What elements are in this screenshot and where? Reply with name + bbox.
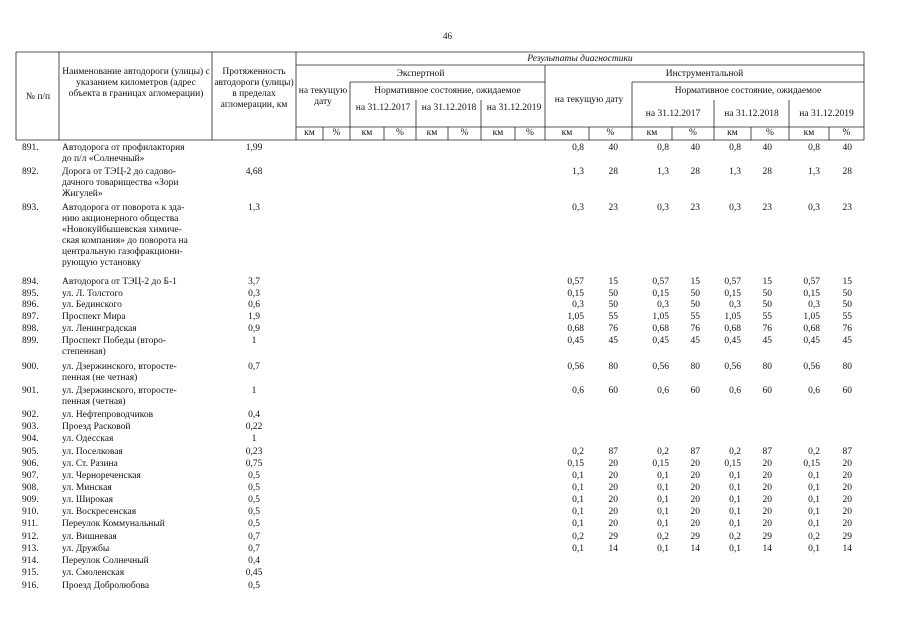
instr-2017-km: 0,8 bbox=[657, 143, 669, 153]
instr-2019-pct: 20 bbox=[842, 495, 852, 505]
instr-current-pct: 60 bbox=[608, 386, 618, 396]
road-length: 0,4 bbox=[248, 410, 260, 420]
instr-current-pct: 29 bbox=[608, 532, 618, 542]
instr-2018-pct: 20 bbox=[762, 507, 772, 517]
instr-2018-pct: 29 bbox=[762, 532, 772, 542]
road-name: ул. Дзержинского, второсте- пенная (четная) bbox=[62, 386, 177, 407]
unit-km: км bbox=[426, 128, 438, 138]
instr-2019-pct: 28 bbox=[842, 167, 852, 177]
row-number: 901. bbox=[22, 386, 39, 396]
instr-current-pct: 15 bbox=[608, 277, 618, 287]
road-length: 0,5 bbox=[248, 483, 260, 493]
instr-2019-pct: 45 bbox=[842, 336, 852, 346]
instr-2018-pct: 23 bbox=[762, 203, 772, 213]
unit-pct: % bbox=[766, 128, 774, 138]
unit-pct: % bbox=[460, 128, 469, 138]
instr-2018-pct: 20 bbox=[762, 459, 772, 469]
instr-2019-km: 0,3 bbox=[808, 203, 820, 213]
unit-km: км bbox=[492, 128, 504, 138]
road-name: ул. Чернореченская bbox=[62, 471, 141, 481]
instr-2018-pct: 20 bbox=[762, 471, 772, 481]
instr-2018-km: 1,3 bbox=[729, 167, 741, 177]
instr-2017-pct: 15 bbox=[690, 277, 700, 287]
instr-current-km: 0,56 bbox=[567, 362, 584, 372]
header-length: Протяженность автодороги (улицы) в пределах агломерации, км bbox=[214, 67, 294, 110]
instr-2019-pct: 60 bbox=[842, 386, 852, 396]
header-instrumental: Инструментальной bbox=[665, 69, 744, 79]
unit-pct: % bbox=[842, 128, 851, 138]
instr-current-pct: 20 bbox=[608, 495, 618, 505]
instr-2017-pct: 87 bbox=[690, 447, 700, 457]
road-name: ул. Дзержинского, второсте- пенная (не четная) bbox=[62, 362, 177, 383]
instr-current-pct: 20 bbox=[608, 459, 618, 469]
road-name: Переулок Солнечный bbox=[62, 556, 149, 566]
instr-2017-pct: 80 bbox=[690, 362, 700, 372]
road-length: 1 bbox=[251, 336, 257, 346]
instr-2018-km: 0,45 bbox=[724, 336, 741, 346]
instr-2019-pct: 55 bbox=[842, 312, 852, 322]
instr-2018-km: 0,3 bbox=[729, 300, 741, 310]
instr-2017-km: 0,1 bbox=[657, 471, 669, 481]
instr-2018-km: 0,2 bbox=[729, 532, 741, 542]
road-length: 4,68 bbox=[245, 167, 263, 177]
instr-2018-km: 0,15 bbox=[724, 289, 741, 299]
header-expert-2018: на 31.12.2018 bbox=[421, 103, 477, 113]
instr-2018-km: 0,1 bbox=[729, 495, 741, 505]
row-number: 906. bbox=[22, 459, 39, 469]
instr-2019-pct: 23 bbox=[842, 203, 852, 213]
road-length: 0,7 bbox=[248, 532, 260, 542]
row-number: 898. bbox=[22, 324, 39, 334]
header-expert-2019: на 31.12.2019 bbox=[486, 103, 542, 113]
instr-2019-km: 0,45 bbox=[803, 336, 820, 346]
unit-km: км bbox=[727, 128, 738, 138]
road-name: ул. Ленинградская bbox=[62, 324, 137, 334]
instr-2018-km: 0,15 bbox=[724, 459, 741, 469]
row-number: 891. bbox=[22, 143, 39, 153]
road-length: 1,3 bbox=[248, 203, 260, 213]
instr-2018-km: 0,1 bbox=[729, 471, 741, 481]
instr-2018-pct: 87 bbox=[762, 447, 772, 457]
unit-km: км bbox=[646, 128, 658, 138]
instr-2018-km: 0,56 bbox=[724, 362, 741, 372]
road-length: 0,75 bbox=[245, 459, 263, 469]
instr-2017-km: 0,2 bbox=[657, 447, 669, 457]
row-number: 900. bbox=[22, 362, 39, 372]
instr-2019-km: 0,1 bbox=[808, 471, 820, 481]
instr-2017-pct: 45 bbox=[690, 336, 700, 346]
header-results: Результаты диагностики bbox=[527, 54, 633, 64]
instr-current-pct: 76 bbox=[608, 324, 618, 334]
row-number: 893. bbox=[22, 203, 39, 213]
instr-2017-pct: 50 bbox=[690, 289, 700, 299]
road-name: ул. Смоленская bbox=[62, 568, 125, 578]
road-name: Автодорога от профилактория до п/л «Солнечный» bbox=[62, 143, 185, 164]
row-number: 894. bbox=[22, 277, 39, 287]
instr-2018-km: 0,68 bbox=[724, 324, 741, 334]
instr-2017-km: 0,1 bbox=[657, 495, 669, 505]
instr-2019-pct: 50 bbox=[842, 289, 852, 299]
road-length: 0,4 bbox=[248, 556, 260, 566]
instr-2018-pct: 20 bbox=[762, 495, 772, 505]
road-name: Проезд Добролюбова bbox=[62, 581, 150, 591]
instr-2017-pct: 28 bbox=[690, 167, 700, 177]
instr-2018-km: 0,1 bbox=[729, 519, 741, 529]
header-expert: Экспертной bbox=[396, 69, 445, 79]
instr-2017-pct: 14 bbox=[690, 544, 700, 554]
instr-2018-pct: 14 bbox=[762, 544, 772, 554]
instr-2018-pct: 15 bbox=[762, 277, 772, 287]
row-number: 904. bbox=[22, 434, 39, 444]
instr-2018-pct: 20 bbox=[762, 483, 772, 493]
instr-2017-km: 0,1 bbox=[657, 519, 669, 529]
row-number: 910. bbox=[22, 507, 39, 517]
row-number: 908. bbox=[22, 483, 39, 493]
instr-2017-pct: 50 bbox=[690, 300, 700, 310]
instr-current-pct: 20 bbox=[608, 507, 618, 517]
instr-current-km: 0,1 bbox=[572, 519, 584, 529]
road-length: 0,23 bbox=[245, 447, 263, 457]
road-name: ул. Дружбы bbox=[62, 544, 110, 554]
road-name: ул. Бединского bbox=[62, 300, 122, 310]
road-name: ул. Ст. Разина bbox=[62, 459, 118, 469]
instr-current-pct: 50 bbox=[608, 300, 618, 310]
instr-2017-pct: 20 bbox=[690, 507, 700, 517]
instr-2017-pct: 40 bbox=[690, 143, 700, 153]
road-length: 1,9 bbox=[248, 312, 260, 322]
road-name: ул. Минская bbox=[62, 483, 112, 493]
road-name: ул. Одесская bbox=[62, 434, 114, 444]
instr-2019-pct: 14 bbox=[842, 544, 852, 554]
page-number: 46 bbox=[443, 31, 452, 41]
road-length: 1 bbox=[251, 386, 257, 396]
road-name: ул. Поселковая bbox=[62, 447, 123, 457]
instr-2017-km: 0,1 bbox=[657, 483, 669, 493]
instr-2019-pct: 76 bbox=[842, 324, 852, 334]
header-expert-current: на текущую дату bbox=[298, 86, 348, 107]
row-number: 912. bbox=[22, 532, 39, 542]
instr-current-pct: 20 bbox=[608, 471, 618, 481]
instr-2019-km: 1,3 bbox=[808, 167, 820, 177]
instr-current-pct: 28 bbox=[608, 167, 618, 177]
road-length: 3,7 bbox=[248, 277, 260, 287]
road-length: 0,5 bbox=[248, 471, 260, 481]
instr-2019-km: 0,15 bbox=[803, 289, 820, 299]
road-name: Дорога от ТЭЦ-2 до садово- дачного товарищества «Зори Жигулей» bbox=[62, 167, 179, 199]
instr-current-km: 1,3 bbox=[572, 167, 584, 177]
instr-2018-km: 0,8 bbox=[729, 143, 741, 153]
instr-2018-km: 0,1 bbox=[729, 483, 741, 493]
instr-2018-pct: 55 bbox=[762, 312, 772, 322]
instr-2017-pct: 60 bbox=[690, 386, 700, 396]
instr-2019-km: 0,1 bbox=[808, 495, 820, 505]
instr-2017-km: 0,15 bbox=[652, 459, 669, 469]
instr-2019-pct: 15 bbox=[842, 277, 852, 287]
instr-2017-pct: 20 bbox=[690, 471, 700, 481]
road-length: 0,6 bbox=[248, 300, 260, 310]
row-number: 915. bbox=[22, 568, 39, 578]
instr-current-km: 0,15 bbox=[567, 459, 584, 469]
road-length: 0,7 bbox=[248, 362, 260, 372]
instr-2017-pct: 20 bbox=[690, 519, 700, 529]
instr-2017-pct: 20 bbox=[690, 459, 700, 469]
road-name: Переулок Коммунальный bbox=[62, 519, 165, 529]
road-name: Проспект Мира bbox=[62, 312, 126, 322]
row-number: 913. bbox=[22, 544, 39, 554]
instr-2018-km: 0,1 bbox=[729, 544, 741, 554]
instr-2019-pct: 29 bbox=[842, 532, 852, 542]
instr-2019-pct: 20 bbox=[842, 459, 852, 469]
instr-2018-pct: 60 bbox=[762, 386, 772, 396]
instr-2019-km: 0,1 bbox=[808, 519, 820, 529]
road-name: Проспект Победы (второ- степенная) bbox=[62, 336, 166, 357]
instr-current-km: 0,2 bbox=[572, 532, 584, 542]
instr-current-km: 0,6 bbox=[572, 386, 584, 396]
instr-current-pct: 87 bbox=[608, 447, 618, 457]
instr-2017-pct: 55 bbox=[690, 312, 700, 322]
unit-pct: % bbox=[526, 128, 534, 138]
instr-current-km: 0,1 bbox=[572, 544, 584, 554]
instr-2019-pct: 87 bbox=[842, 447, 852, 457]
header-expert-2017: на 31.12.2017 bbox=[355, 103, 411, 113]
instr-2019-pct: 20 bbox=[842, 471, 852, 481]
instr-2019-pct: 20 bbox=[842, 507, 852, 517]
instr-2018-km: 0,6 bbox=[729, 386, 741, 396]
header-instr-2018: на 31.12.2018 bbox=[724, 109, 779, 119]
row-number: 902. bbox=[22, 410, 39, 420]
instr-2017-km: 0,45 bbox=[652, 336, 669, 346]
road-length: 0,5 bbox=[248, 581, 260, 591]
instr-2017-km: 0,56 bbox=[652, 362, 669, 372]
road-length: 0,9 bbox=[248, 324, 260, 334]
road-name: Автодорога от поворота к зда- нию акционерного общества «Новокуйбышевская химиче- ская компания» до поворота на центральную газофракциони- рующую установку bbox=[62, 203, 188, 268]
row-number: 903. bbox=[22, 422, 39, 432]
unit-pct: % bbox=[332, 128, 341, 138]
road-name: ул. Нефтепроводчиков bbox=[62, 410, 154, 420]
instr-current-pct: 50 bbox=[608, 289, 618, 299]
road-length: 0,5 bbox=[248, 507, 260, 517]
instr-2018-km: 0,1 bbox=[729, 507, 741, 517]
instr-2019-pct: 20 bbox=[842, 519, 852, 529]
instr-current-km: 0,1 bbox=[572, 507, 584, 517]
road-length: 1,99 bbox=[245, 143, 263, 153]
row-number: 895. bbox=[22, 289, 39, 299]
instr-current-km: 0,1 bbox=[572, 471, 584, 481]
instr-2017-km: 0,1 bbox=[657, 507, 669, 517]
instr-2017-km: 0,2 bbox=[657, 532, 669, 542]
unit-pct: % bbox=[689, 128, 697, 138]
road-name: ул. Л. Толстого bbox=[62, 289, 123, 299]
instr-2017-km: 0,57 bbox=[652, 277, 669, 287]
header-road-name: Наименование автодороги (улицы) с указанием километров (адрес объекта в границах агломерации) bbox=[62, 67, 210, 99]
instr-2017-km: 0,68 bbox=[652, 324, 669, 334]
instr-current-pct: 20 bbox=[608, 519, 618, 529]
instr-current-pct: 23 bbox=[608, 203, 618, 213]
header-instr-normative: Нормативное состояние, ожидаемое bbox=[674, 86, 822, 96]
instr-current-km: 0,57 bbox=[567, 277, 584, 287]
road-length: 1 bbox=[251, 434, 257, 444]
road-length: 0,3 bbox=[248, 289, 260, 299]
road-name: Проезд Расковой bbox=[62, 422, 131, 432]
instr-2018-pct: 76 bbox=[762, 324, 772, 334]
instr-current-km: 0,68 bbox=[567, 324, 584, 334]
unit-pct: % bbox=[396, 128, 404, 138]
road-length: 0,45 bbox=[245, 568, 263, 578]
instr-2018-pct: 28 bbox=[762, 167, 772, 177]
instr-2018-pct: 40 bbox=[762, 143, 772, 153]
road-length: 0,5 bbox=[248, 495, 260, 505]
row-number: 907. bbox=[22, 471, 39, 481]
instr-2017-km: 0,3 bbox=[657, 300, 669, 310]
row-number: 909. bbox=[22, 495, 39, 505]
instr-2019-pct: 40 bbox=[842, 143, 852, 153]
instr-2018-km: 0,2 bbox=[729, 447, 741, 457]
instr-2019-km: 0,2 bbox=[808, 532, 820, 542]
instr-current-km: 0,3 bbox=[572, 203, 584, 213]
instr-2019-km: 0,15 bbox=[803, 459, 820, 469]
row-number: 899. bbox=[22, 336, 39, 346]
instr-current-km: 0,3 bbox=[572, 300, 584, 310]
row-number: 897. bbox=[22, 312, 39, 322]
row-number: 914. bbox=[22, 556, 39, 566]
instr-current-pct: 14 bbox=[608, 544, 618, 554]
instr-2019-pct: 20 bbox=[842, 483, 852, 493]
instr-2017-pct: 20 bbox=[690, 483, 700, 493]
instr-2019-km: 0,3 bbox=[808, 300, 820, 310]
instr-2019-pct: 50 bbox=[842, 300, 852, 310]
instr-current-pct: 80 bbox=[608, 362, 618, 372]
row-number: 911. bbox=[22, 519, 39, 529]
header-instr-2017: на 31.12.2017 bbox=[645, 109, 701, 119]
instr-current-pct: 55 bbox=[608, 312, 618, 322]
instr-2017-pct: 23 bbox=[690, 203, 700, 213]
instr-2019-pct: 80 bbox=[842, 362, 852, 372]
instr-2018-km: 0,57 bbox=[724, 277, 741, 287]
instr-current-km: 0,1 bbox=[572, 483, 584, 493]
instr-2018-pct: 45 bbox=[762, 336, 772, 346]
instr-2019-km: 0,2 bbox=[808, 447, 820, 457]
instr-current-km: 1,05 bbox=[567, 312, 584, 322]
header-num: № п/п bbox=[25, 92, 51, 102]
road-length: 0,5 bbox=[248, 519, 260, 529]
instr-2017-pct: 29 bbox=[690, 532, 700, 542]
road-name: ул. Воскресенская bbox=[62, 507, 137, 517]
instr-2019-km: 0,1 bbox=[808, 507, 820, 517]
instr-2018-km: 0,3 bbox=[729, 203, 741, 213]
road-name: Автодорога от ТЭЦ-2 до Б-1 bbox=[62, 277, 177, 287]
unit-km: км bbox=[561, 128, 573, 138]
unit-km: км bbox=[361, 128, 373, 138]
unit-km: км bbox=[304, 128, 315, 138]
instr-current-km: 0,2 bbox=[572, 447, 584, 457]
instr-2019-km: 0,1 bbox=[808, 483, 820, 493]
instr-current-pct: 45 bbox=[608, 336, 618, 346]
instr-current-km: 0,8 bbox=[572, 143, 584, 153]
header-instr-current: на текущую дату bbox=[554, 95, 624, 105]
instr-2019-km: 0,57 bbox=[803, 277, 820, 287]
header-expert-normative: Нормативное состояние, ожидаемое bbox=[374, 86, 521, 96]
instr-2018-pct: 80 bbox=[762, 362, 772, 372]
instr-2018-pct: 20 bbox=[762, 519, 772, 529]
unit-km: км bbox=[803, 128, 815, 138]
instr-current-pct: 20 bbox=[608, 483, 618, 493]
instr-2019-km: 0,6 bbox=[808, 386, 820, 396]
instr-2017-km: 0,1 bbox=[657, 544, 669, 554]
instr-2019-km: 0,68 bbox=[803, 324, 820, 334]
instr-current-km: 0,15 bbox=[567, 289, 584, 299]
header-instr-2019: на 31.12.2019 bbox=[799, 109, 854, 119]
row-number: 905. bbox=[22, 447, 39, 457]
road-name: ул. Вишневая bbox=[62, 532, 117, 542]
instr-2019-km: 1,05 bbox=[803, 312, 820, 322]
instr-2019-km: 0,56 bbox=[803, 362, 820, 372]
instr-2017-km: 1,05 bbox=[652, 312, 669, 322]
instr-current-km: 0,45 bbox=[567, 336, 584, 346]
instr-current-pct: 40 bbox=[608, 143, 618, 153]
road-length: 0,7 bbox=[248, 544, 260, 554]
instr-2017-km: 0,6 bbox=[657, 386, 669, 396]
instr-2019-km: 0,1 bbox=[808, 544, 820, 554]
row-number: 896. bbox=[22, 300, 39, 310]
instr-current-km: 0,1 bbox=[572, 495, 584, 505]
instr-2017-km: 0,3 bbox=[657, 203, 669, 213]
instr-2017-pct: 20 bbox=[690, 495, 700, 505]
instr-2018-km: 1,05 bbox=[724, 312, 741, 322]
instr-2019-km: 0,8 bbox=[808, 143, 820, 153]
row-number: 892. bbox=[22, 167, 39, 177]
unit-pct: % bbox=[606, 128, 615, 138]
road-length: 0,22 bbox=[245, 422, 263, 432]
instr-2018-pct: 50 bbox=[762, 289, 772, 299]
road-name: ул. Широкая bbox=[62, 495, 114, 505]
row-number: 916. bbox=[22, 581, 39, 591]
instr-2017-km: 1,3 bbox=[657, 167, 669, 177]
instr-2018-pct: 50 bbox=[762, 300, 772, 310]
instr-2017-pct: 76 bbox=[690, 324, 700, 334]
instr-2017-km: 0,15 bbox=[652, 289, 669, 299]
